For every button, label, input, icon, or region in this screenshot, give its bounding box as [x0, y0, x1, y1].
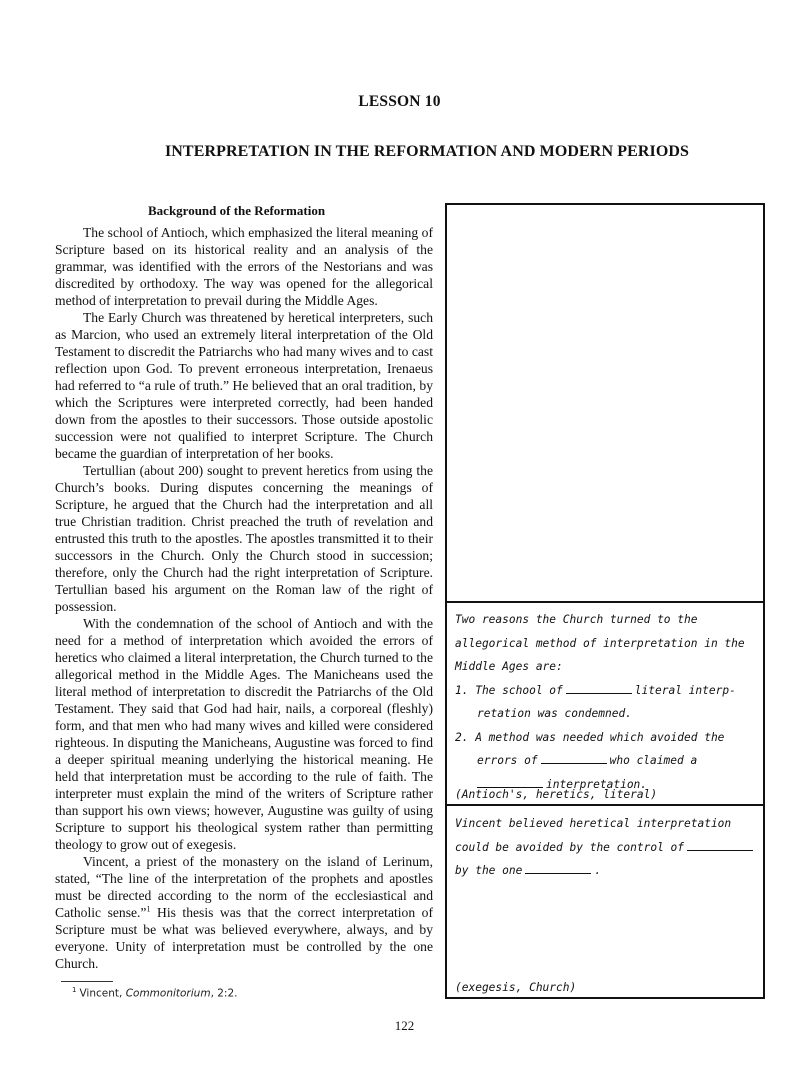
body-text [55, 224, 433, 972]
footnote-divider [61, 981, 113, 982]
item-text: who claimed a [609, 754, 698, 767]
answer-key: (Antioch's, heretics, literal) [455, 788, 658, 801]
paragraph [55, 853, 433, 972]
footnote-mark: 1 [72, 986, 77, 994]
answer-key: (exegesis, Church) [455, 981, 577, 994]
footnote [72, 986, 237, 1000]
question-panel-vincent [447, 804, 763, 997]
answer-blank[interactable] [541, 753, 607, 764]
question-text: Two reasons the Church turned to the [455, 613, 698, 626]
question-item-1 [455, 679, 757, 703]
item-text: errors of [477, 754, 538, 767]
paragraph-text: His thesis was that the correct interpretation of Scripture must be what was believed everywhere, always, and by everyone. Unity of interpretation must be controlled by the one Church. [55, 905, 433, 971]
question-text: Middle Ages are: [455, 660, 563, 673]
paragraph: The school of Antioch, which emphasized the literal meaning of Scripture based on its historical reality and an analysis of the grammar, was identified with the errors of the Nestorians and was discredited by orthodoxy. The way was opened for the allegorical method of interpretation to prevail during the Middle Ages. [55, 225, 433, 308]
item-continuation: retation was condemned. [477, 707, 632, 720]
item-text: . [594, 864, 602, 877]
item-text: could be avoided by the control of [455, 840, 685, 854]
answer-blank[interactable] [687, 840, 753, 851]
question-text [455, 859, 757, 883]
question-item-2: 2. A method was needed which avoided the [455, 730, 725, 744]
paragraph: Tertullian (about 200) sought to prevent heretics from using the Church’s books. During disputes concerning the meanings of Scripture, he argued that the Church had the interpretation and all true Christian tradition. Christ preached the truth of revelation and entrusted this truth to the apostles. The apostles transmitted it to their successors in the Church. Only the Church stood in succession; therefore, only the Church had the right interpretation of Scripture. Tertullian based his argument on the Roman law of the right of possession. [55, 463, 433, 614]
item-text: by the one [455, 864, 523, 877]
answer-blank[interactable] [525, 863, 591, 874]
paragraph: The Early Church was threatened by heretical interpreters, such as Marcion, who used an extremely literal interpretation of the Old Testament to discredit the Patriarchs who had many wives and to cast reflection upon God. To prevent erroneous interpretation, Irenaeus had referred to “a rule of truth.” He believed that an oral tradition, by which the Scriptures were interpreted correctly, had been handed down from the apostles to their successors. Those outside apostolic succession were not qualified to interpret Scripture. The Church became the guardian of interpretation of her books. [55, 310, 433, 461]
item-text: interpretation. [546, 777, 648, 791]
paragraph: With the condemnation of the school of Antioch and with the need for a method of interpretation which avoided the errors of heretics who claimed a literal interpretation, the Church turned to the allegorical method in the Middle Ages. The Manicheans used the literal method of interpretation to discredit the Patriarchs of the Old Testament. They said that God had hair, nails, a corporeal (fleshly) form, and that men who had many wives and killed were considered righteous. In disputing the Manicheans, Augustine was forced to find a deeper spiritual meaning underlying the historical meaning. He held that interpretation must be according to the rule of faith. The interpreter must explain the mind of the writers of Scripture rather than support his own views; however, Augustine was guilty of using Scripture to support his theological system rather than permitting theology to grow out of exegesis. [55, 616, 433, 852]
question-text [455, 836, 757, 860]
item-text: 1. The school of [455, 683, 563, 697]
footnote-author: Vincent, [79, 987, 126, 1000]
item-continuation [455, 749, 757, 773]
question-text: Vincent believed heretical interpretation [455, 817, 732, 830]
lesson-number: LESSON 10 [358, 93, 441, 110]
workbook-margin-box [445, 203, 765, 999]
page-number: 122 [394, 1018, 415, 1033]
question-panel-reasons [447, 601, 763, 804]
item-text: literal interp- [634, 683, 736, 697]
paragraph-text: Vincent, a priest of the monastery on the island of Lerinum, stated, “The line of the interpretation of the prophets and apostles must be directed according to the norm of the ecclesiastical and Catholic sense.” [55, 854, 433, 920]
question-text: allegorical method of interpretation in the [455, 636, 745, 650]
footnote-location: , 2:2. [210, 987, 238, 1000]
chapter-title: INTERPRETATION IN THE REFORMATION AND MODERN PERIODS [164, 143, 690, 160]
footnote-reference[interactable]: 1 [146, 904, 151, 914]
footnote-work: Commonitorium [125, 987, 211, 1000]
answer-blank[interactable] [566, 683, 632, 694]
blank-notes-panel [447, 205, 763, 601]
section-heading: Background of the Reformation [148, 203, 326, 218]
